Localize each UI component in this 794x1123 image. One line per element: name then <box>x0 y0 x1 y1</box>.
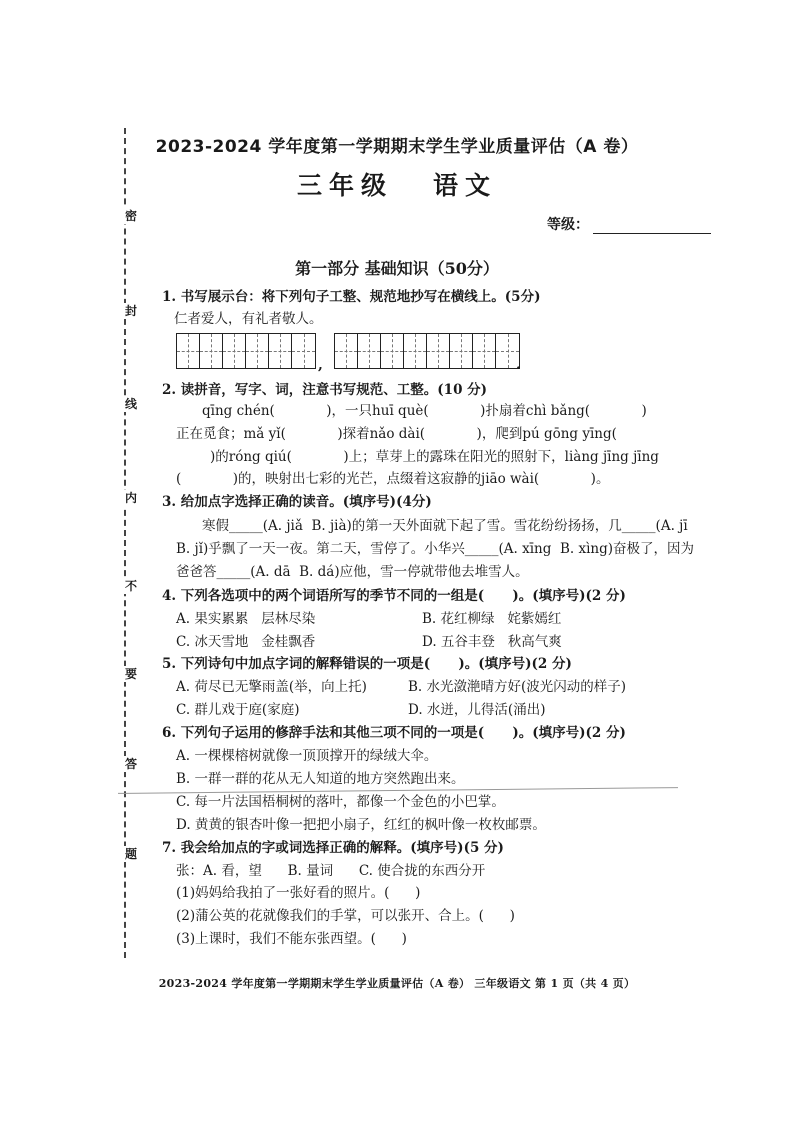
seal-char: 不 <box>120 578 142 594</box>
q2-line: qīng chén( )，一只huī què( )扑扇着chì bǎng( ) <box>202 403 647 419</box>
q2-line: )的róng qiú( )上；草芽上的露珠在阳光的照射下，liàng jīng jīng <box>210 449 659 465</box>
subject-word: 语文 <box>433 171 498 200</box>
writing-grid-1[interactable] <box>176 333 316 369</box>
q4-option-d: D. 五谷丰登 秋高气爽 <box>422 634 562 650</box>
grid-comma: , <box>318 357 323 373</box>
exam-title: 2023-2024 学年度第一学期期末学生学业质量评估（A 卷） <box>155 137 639 157</box>
q1-sentence: 仁者爱人，有礼者敬人。 <box>174 311 323 327</box>
grade-word: 三年级 <box>296 171 393 200</box>
q3-line: B. jǐ)乎飘了一天一夜。第二天，雪停了。小华兴_____(A. xīng B. xìng)奋极了，因为 <box>176 541 695 557</box>
q2-line: 正在觅食；mǎ yǐ( )探着nǎo dài( )，爬到pú gōng yīng( <box>176 426 617 442</box>
q5-title: 5. 下列诗句中加点字词的解释错误的一项是( )。(填序号)(2 分) <box>162 656 572 672</box>
seal-char: 要 <box>120 666 142 682</box>
part-title: 第一部分 基础知识（50分） <box>295 259 499 278</box>
q6-option-c: C. 每一片法国梧桐树的落叶，都像一个金色的小巴掌。 <box>176 794 505 810</box>
q4-option-a: A. 果实累累 层林尽染 <box>176 611 316 627</box>
seal-char: 答 <box>120 756 142 772</box>
q1-title: 1. 书写展示台：将下列句子工整、规范地抄写在横线上。(5分) <box>162 289 541 305</box>
q4-option-c: C. 冰天雪地 金桂飘香 <box>176 634 316 650</box>
writing-grid-2[interactable] <box>334 333 520 369</box>
grade-label: 等级： <box>547 217 589 233</box>
page-footer: 2023-2024 学年度第一学期期末学生学业质量评估（A 卷） 三年级语文 第 1 页（共 4 页） <box>158 977 636 990</box>
q5-option-a: A. 荷尽已无擎雨盖(举，向上托) <box>176 679 367 695</box>
q3-line: 寒假_____(A. jiǎ B. jià)的第一天外面就下起了雪。雪花纷纷扬扬，几_____(A. jī <box>202 518 688 534</box>
q7-item: (2)蒲公英的花就像我们的手掌，可以张开、合上。( ) <box>176 908 515 924</box>
grade-field <box>547 214 711 234</box>
seal-dashed-line <box>124 128 126 958</box>
q5-option-c: C. 群儿戏于庭(家庭) <box>176 702 300 718</box>
q5-option-d: D. 水迸，儿得活(涌出) <box>408 702 546 718</box>
q2-title: 2. 读拼音，写字、词，注意书写规范、工整。(10 分) <box>162 382 488 398</box>
seal-char: 封 <box>120 303 142 319</box>
q7-item: (3)上课时，我们不能东张西望。( ) <box>176 931 407 947</box>
seal-char: 线 <box>120 396 142 412</box>
exam-subtitle <box>0 166 794 202</box>
q6-option-b: B. 一群一群的花从无人知道的地方突然跑出来。 <box>176 771 465 787</box>
q6-option-d: D. 黄黄的银杏叶像一把把小扇子，红红的枫叶像一枚枚邮票。 <box>176 817 546 833</box>
q7-meanings: 张：A. 看，望 B. 量词 C. 使合拢的东西分开 <box>176 863 486 879</box>
grade-blank[interactable] <box>593 219 711 234</box>
grid-period: . <box>516 357 521 373</box>
seal-char: 内 <box>120 490 142 506</box>
seal-char: 密 <box>120 208 142 224</box>
q6-option-a: A. 一棵棵榕树就像一顶顶撑开的绿绒大伞。 <box>176 748 438 764</box>
q6-title: 6. 下列句子运用的修辞手法和其他三项不同的一项是( )。(填序号)(2 分) <box>162 725 626 741</box>
q4-title: 4. 下列各选项中的两个词语所写的季节不同的一组是( )。(填序号)(2 分) <box>162 588 626 604</box>
q7-item: (1)妈妈给我拍了一张好看的照片。( ) <box>176 885 421 901</box>
q2-line: ( )的，映射出七彩的光芒，点缀着这寂静的jiāo wài( )。 <box>176 471 610 487</box>
q3-title: 3. 给加点字选择正确的读音。(填序号)(4分) <box>162 494 432 510</box>
q3-line: 爸爸答_____(A. dā B. dá)应他，雪一停就带他去堆雪人。 <box>176 564 529 580</box>
seal-char: 题 <box>120 846 142 862</box>
q7-title: 7. 我会给加点的字或词选择正确的解释。(填序号)(5 分) <box>162 840 504 856</box>
q5-option-b: B. 水光潋滟晴方好(波光闪动的样子) <box>408 679 627 695</box>
q4-option-b: B. 花红柳绿 姹紫嫣红 <box>422 611 562 627</box>
